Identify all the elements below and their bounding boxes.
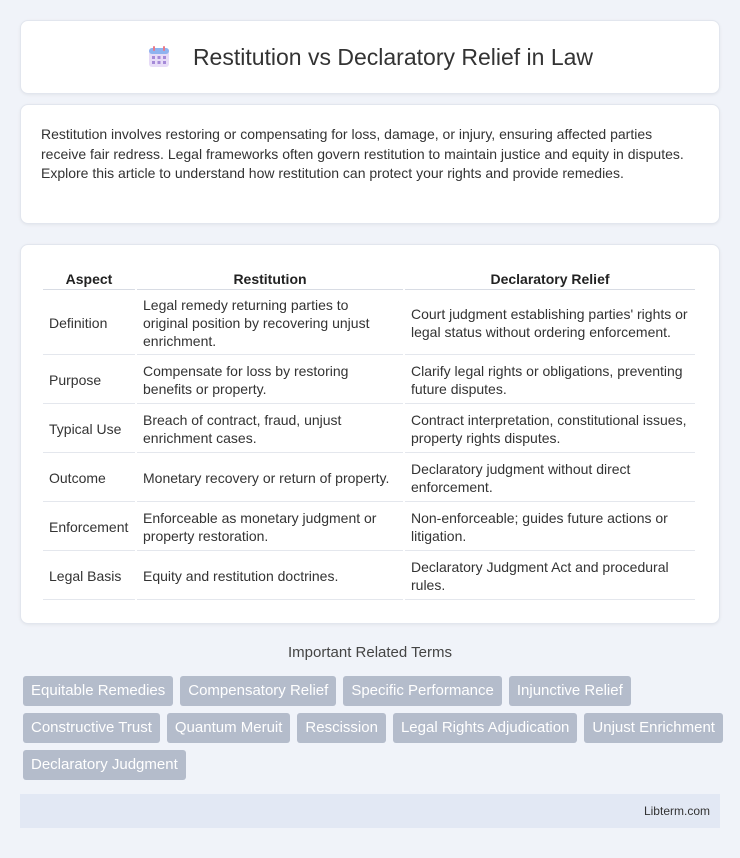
calendar-icon bbox=[147, 45, 171, 69]
related-terms-list bbox=[23, 676, 723, 780]
footer-site-link[interactable]: Libterm.com bbox=[643, 804, 710, 818]
header-card bbox=[20, 20, 720, 94]
table-row bbox=[43, 504, 695, 551]
comparison-card bbox=[20, 244, 720, 624]
cell-restitution: Breach of contract, fraud, unjust enrichment cases. bbox=[137, 406, 403, 453]
table-row bbox=[43, 406, 695, 453]
cell-declaratory: Court judgment establishing parties' rights or legal status without ordering enforcement. bbox=[405, 292, 695, 355]
cell-aspect: Definition bbox=[43, 292, 135, 355]
cell-declaratory: Non-enforceable; guides future actions or litigation. bbox=[405, 504, 695, 551]
related-terms-title: Important Related Terms bbox=[288, 644, 452, 661]
intro-text: Restitution involves restoring or compensating for loss, damage, or injury, ensuring affected parties receive fair redress. Legal frameworks often govern restitution to maintain justice and equity in disputes. Explore this article to understand how restitution can protect your rights and provide remedies. bbox=[41, 126, 684, 181]
related-term-tag[interactable]: Compensatory Relief bbox=[180, 676, 336, 706]
cell-declaratory: Contract interpretation, constitutional issues, property rights disputes. bbox=[405, 406, 695, 453]
related-term-tag[interactable]: Rescission bbox=[297, 713, 386, 743]
cell-restitution: Enforceable as monetary judgment or property restoration. bbox=[137, 504, 403, 551]
table-row bbox=[43, 292, 695, 355]
related-term-tag[interactable]: Legal Rights Adjudication bbox=[393, 713, 577, 743]
related-term-tag[interactable]: Constructive Trust bbox=[23, 713, 160, 743]
cell-declaratory: Declaratory Judgment Act and procedural rules. bbox=[405, 553, 695, 600]
table-row bbox=[43, 553, 695, 600]
cell-aspect: Typical Use bbox=[43, 406, 135, 453]
related-term-tag[interactable]: Declaratory Judgment bbox=[23, 750, 186, 780]
cell-aspect: Legal Basis bbox=[43, 553, 135, 600]
cell-restitution: Equity and restitution doctrines. bbox=[137, 553, 403, 600]
header-declaratory: Declaratory Relief bbox=[405, 267, 695, 290]
cell-aspect: Outcome bbox=[43, 455, 135, 502]
header-restitution: Restitution bbox=[137, 267, 403, 290]
intro-card bbox=[20, 104, 720, 224]
cell-restitution: Legal remedy returning parties to original position by recovering unjust enrichment. bbox=[137, 292, 403, 355]
header-aspect: Aspect bbox=[43, 267, 135, 290]
related-term-tag[interactable]: Quantum Meruit bbox=[167, 713, 291, 743]
cell-declaratory: Clarify legal rights or obligations, preventing future disputes. bbox=[405, 357, 695, 404]
table-header-row bbox=[43, 267, 695, 290]
table-row bbox=[43, 357, 695, 404]
footer bbox=[20, 794, 720, 828]
cell-restitution: Monetary recovery or return of property. bbox=[137, 455, 403, 502]
related-term-tag[interactable]: Unjust Enrichment bbox=[584, 713, 723, 743]
cell-aspect: Enforcement bbox=[43, 504, 135, 551]
comparison-table bbox=[41, 265, 697, 602]
related-term-tag[interactable]: Injunctive Relief bbox=[509, 676, 631, 706]
related-term-tag[interactable]: Equitable Remedies bbox=[23, 676, 173, 706]
cell-declaratory: Declaratory judgment without direct enforcement. bbox=[405, 455, 695, 502]
related-term-tag[interactable]: Specific Performance bbox=[343, 676, 502, 706]
table-row bbox=[43, 455, 695, 502]
cell-restitution: Compensate for loss by restoring benefits or property. bbox=[137, 357, 403, 404]
cell-aspect: Purpose bbox=[43, 357, 135, 404]
page-title: Restitution vs Declaratory Relief in Law bbox=[192, 43, 594, 70]
